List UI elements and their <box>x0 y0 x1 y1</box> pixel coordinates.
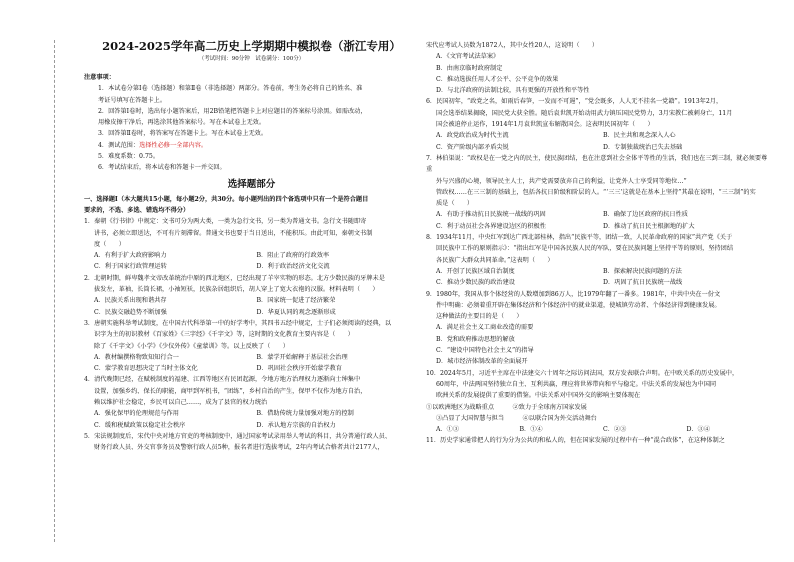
answer-option: B．蒙学开始解释于基层社会治理 <box>256 353 348 361</box>
question <box>84 318 419 374</box>
answer-option: A．教材编撰格物致知知行合一 <box>94 353 179 361</box>
answer-option: D．专制独裁统治已失去基础 <box>603 143 683 151</box>
answer-option: B．党和政府推动思想的解放 <box>436 335 515 343</box>
question-text: 3．唐朝实施科举考试制度，在中国古代科举第一中的好学考中，其四书五经中规定，士子们必须阅读的经典，以 <box>84 319 392 327</box>
answer-option: C．缓和税赋政策以稳定社会秩序 <box>94 421 186 429</box>
answer-options <box>426 322 770 367</box>
binding-margin <box>14 40 55 542</box>
answer-options <box>84 250 419 273</box>
section-instruction: 要求的，不选、多选、错选均不得分） <box>84 206 190 214</box>
answer-option: D．巩固社会秩序开始蒙学教育 <box>256 365 342 373</box>
answer-option: B．借助传统力量加强对地方的控制 <box>256 410 354 418</box>
question-text: 60周年，中法两国坚持独立自主、互利共赢，理应将世界带向和平与稳定。中法关系的发展也为中国同 <box>436 380 717 388</box>
question-text: 识字为主的初识教材《百家姓》《三字经》《千字文》等，这时期的文化教育主要内容是（ ） <box>94 331 354 339</box>
answer-option: C．“建设中国特色社会主义”的指导 <box>436 347 534 355</box>
answer-option: A．强化保甲的伦理规范与作用 <box>94 410 179 418</box>
answer-option: D．华夏认同的观念逐渐形成 <box>256 308 336 316</box>
answer-option: C．利于国家行政管理运转 <box>94 263 167 271</box>
answer-option: C．推动选拔任用人才公平、公平竞争的效果 <box>436 75 559 83</box>
answer-option: D．利于政治经济文化交流 <box>256 263 330 271</box>
answer-option: C．民族交融趋势不断加强 <box>94 308 167 316</box>
note-line: 考证号填写在答题卡上。 <box>98 96 167 104</box>
question-text: 度（ ） <box>94 240 125 248</box>
question-text: 8．1934年11月，中央红军到达广西北部桂林，指出“民族平等，团结一致，人民革命政府的国家”共产党《关于 <box>426 234 733 242</box>
answer-option: C．利于动员社会各界建设边区的积极性 <box>436 222 546 230</box>
question-text: 管政权……在三三制的基础上，包括各抗日阶级和阶层的人。“‘三三’这就是在基本上坚持”其最在说明，“三三制”的实 <box>436 188 756 196</box>
question <box>426 153 770 232</box>
question-text: 赖以维护社会稳定，乡民可以自己……，成为了县官的权力统治 <box>94 399 268 407</box>
question-text: 除了《千字文》《小学》《少仪外传》《童蒙训》等。以上反映了（ ） <box>94 342 289 350</box>
question <box>84 431 419 454</box>
exam-subtitle: （考试时间：90分钟 试卷满分：100分） <box>198 56 305 62</box>
answer-option: B．国家统一促进了经济繁荣 <box>256 297 336 305</box>
answer-option: B．由南京临时政府制定 <box>436 64 503 72</box>
answer-option: C．蒙学教育思想决定了当时主体文化 <box>94 365 198 373</box>
question <box>84 273 419 318</box>
answer-options <box>84 295 419 318</box>
question-text: 各民族广大群众共同革命。”这表明（ ） <box>436 256 554 264</box>
notes-heading: 注意事项： <box>84 74 115 81</box>
answer-option: A．满足社会主义工商业改造的需要 <box>436 324 534 332</box>
answer-option: B．探索解决民族问题的方法 <box>603 267 682 275</box>
question-text: 10．2024年5月，习近平主席在中法建交六十周年之际访问法国，双方发表联合声明。在中欧关系的历史发展中， <box>426 369 739 377</box>
answer-option: A．政党政治成为时代主流 <box>436 132 509 140</box>
answer-options <box>426 51 770 96</box>
section-title: 选择题部分 <box>227 178 276 190</box>
question-text: 6．民国初年，“政党之名，如雨后春笋，一发而不可遏”，“党会既多，人人无不挂名一党籍”。1913年2月， <box>426 98 723 106</box>
question-text: 7．林伯渠说：“政权是在一党之内的民主，使民族团结，也在注意到社会全体平等性的生活，我们也在三到三制，就必须要尊重 <box>426 154 768 174</box>
answer-option: D．城市经济体制改革的全面展开 <box>436 358 528 366</box>
question-text: 拔发左，革袖，长筒长裙，小袖短袄，民族杂居组织后，胡人穿上了宽大衣袍的汉服。材料表明（ ） <box>94 286 379 294</box>
answer-option: C．资产阶级内部矛盾尖锐 <box>436 143 509 151</box>
answer-options <box>426 209 770 232</box>
answer-option: A．民族关系出现和谐共存 <box>94 297 167 305</box>
question-text: 财务行政人员、外交官事务员及警察行政人员5种，报名者进行选拔考试，2年内考试合格者共计2177人， <box>94 444 384 452</box>
answer-options <box>426 266 770 289</box>
question <box>426 402 770 436</box>
question-text: 国会选举结果揭晓，国民党大获全胜。随后袁世凯开始动用武力镇压国民党势力，3月宋教仁被刺身亡，11月 <box>436 109 733 117</box>
question <box>426 435 770 446</box>
answer-option: A．开创了民族区域自治制度 <box>436 267 515 275</box>
question <box>426 368 770 402</box>
answer-option: A．《文官考试法草案》 <box>436 53 500 61</box>
note-line: 6．考试结束后，将本试卷和答题卡一并交回。 <box>98 164 226 172</box>
question-text: 4．清代晚期已经，在赋税制度的福建、江西等地区有民团起源，令地方地方治理权力逐渐向士绅集中 <box>84 376 361 384</box>
question <box>426 40 770 96</box>
answer-option: C．②③ <box>603 426 627 434</box>
question <box>84 216 419 272</box>
answer-options <box>426 424 770 435</box>
note-line <box>84 140 419 151</box>
question-text: 回民族中工作的原则指示》：“指出红军是中国各民族人民的军队，要在民族问题上坚持平等的原则，坚持团结 <box>436 245 734 253</box>
right-question-list <box>426 40 770 447</box>
question-text: 9．1980年，我国从事个体经营的人数增加到86万人，比1979年翻了一番多。1981年，中共中央在一份文 <box>426 290 721 298</box>
question-text: 这种做法的主要目的是（ ） <box>436 313 523 321</box>
question-text: 欧洲关系的发展提供了重要的借鉴。中法关系对中国外交的影响主要体现在 <box>436 392 641 400</box>
note-line: 1．本试卷分第Ⅰ卷（选择题）和第Ⅱ卷（非选择题）两部分。答卷前，考生务必将自己的姓名、准 <box>98 85 363 93</box>
question-text: 讲书，必须立即送达，不可有片刻滞留。普通文书也要于当日送出，不能积压。由此可知，秦朝文书制 <box>94 229 373 237</box>
question-text: 质是（ ） <box>436 200 474 208</box>
right-column <box>426 40 770 447</box>
answer-option: D．③④ <box>686 426 711 434</box>
question <box>426 232 770 288</box>
question-text: 设置，加强乡约、保长的职能，商甲到军机书，“团练”，乡村自治的产生，保甲不仅作为地方自治， <box>94 387 367 395</box>
answer-option: B．①④ <box>519 426 543 434</box>
question-text: 国会被迫停止运作，1914年1月袁世凯宣布解散国会。这表明民国初年（ ） <box>436 121 654 129</box>
note-line: 用橡皮擦干净后，再选涂其他答案标号。写在本试卷上无效。 <box>98 119 266 127</box>
note-line: 2．回答第Ⅰ卷时，选出每小题答案后，用2B铅笔把答题卡上对应题目的答案标号涂黑。如需改动， <box>98 107 367 115</box>
answer-option: A．有助于推动抗日民族统一战线的巩固 <box>436 211 546 219</box>
test-scope-label: 4．测试范围： <box>98 141 140 149</box>
question-text: 件中明确：必须着重开辟在集体经济和个体经济中的就业渠道，使城镇劳动者、个体经济得到健康发展。 <box>436 301 721 309</box>
answer-option: D．巩固了抗日民族统一战线 <box>603 279 683 287</box>
question-text: 外与兴盛的心境，领导民主人士，共产党需要放弃自己的利益，让党外人士享受同等地位…” <box>436 177 687 185</box>
answer-option: B．确保了边区政府的抗日性质 <box>603 211 688 219</box>
answer-options <box>84 352 419 375</box>
answer-option: B．民主共和观念深入人心 <box>603 132 676 140</box>
answer-option: D．推动了抗日民主根据地的扩大 <box>603 222 695 230</box>
question-text: ③凸显了大国智慧与担当 ④以联合国为外交活动舞台 <box>436 414 597 422</box>
answer-option: D．承认地方宗族的自治权力 <box>256 421 336 429</box>
question-text: 11．历史学家通常把人的行为分为公共的和私人的，但在国家发展的过程中有一种“混合政体”，在这种体制之 <box>426 437 725 445</box>
question <box>84 374 419 430</box>
question <box>426 289 770 368</box>
answer-options <box>426 130 770 153</box>
answer-option: D．与北洋政府的法制比较，具有更强的开放性和平等性 <box>436 87 590 95</box>
question <box>426 96 770 152</box>
question-text: 宋代应考试人员数为1872人，其中女性20人，这说明（ ） <box>426 42 599 49</box>
question-text: ①以欧洲地区为战略重点 ②致力于全球南方国家发展 <box>426 403 587 411</box>
answer-options <box>84 408 419 431</box>
left-question-list <box>84 216 419 453</box>
note-line: 5．难度系数：0.75。 <box>98 153 160 161</box>
left-column <box>84 38 419 454</box>
answer-option: B．阻止了政府的行政效率 <box>256 252 330 260</box>
answer-option: A．①③ <box>436 426 460 434</box>
answer-option: C．推动少数民族的政治建设 <box>436 279 515 287</box>
question-text: 2．北朝时期，鲜卑魏孝文帝改革统治中原的西北地区，已经出现了羊宰实物的形态。北方少数民族的牙牌未是 <box>84 274 385 282</box>
test-scope-value: 选择性必修一全部内容。 <box>139 141 208 149</box>
question-text: 1．秦朝《行书律》中规定：文书可分为两大类，一类为急行文书，另一类为普通文书。急行文书随即寄 <box>84 218 367 226</box>
note-line: 3．回答第Ⅱ卷时，将答案写在答题卡上。写在本试卷上无效。 <box>98 130 268 138</box>
section-instruction: 一、选择题Ⅰ（本大题共15小题，每小题2分，共30分。每小题列出的四个备选项中只有一个是符合题目 <box>84 195 369 203</box>
answer-option: A．有利于扩大政府影响力 <box>94 252 167 260</box>
exam-title: 2024-2025学年高二历史上学期期中模拟卷（浙江专用） <box>102 39 401 53</box>
question-text: 5．宋法规制度后，宋代中央对地方官吏的考核制度中，通过国家考试录用举人考试的科目，共分普通行政人员、 <box>84 432 392 440</box>
